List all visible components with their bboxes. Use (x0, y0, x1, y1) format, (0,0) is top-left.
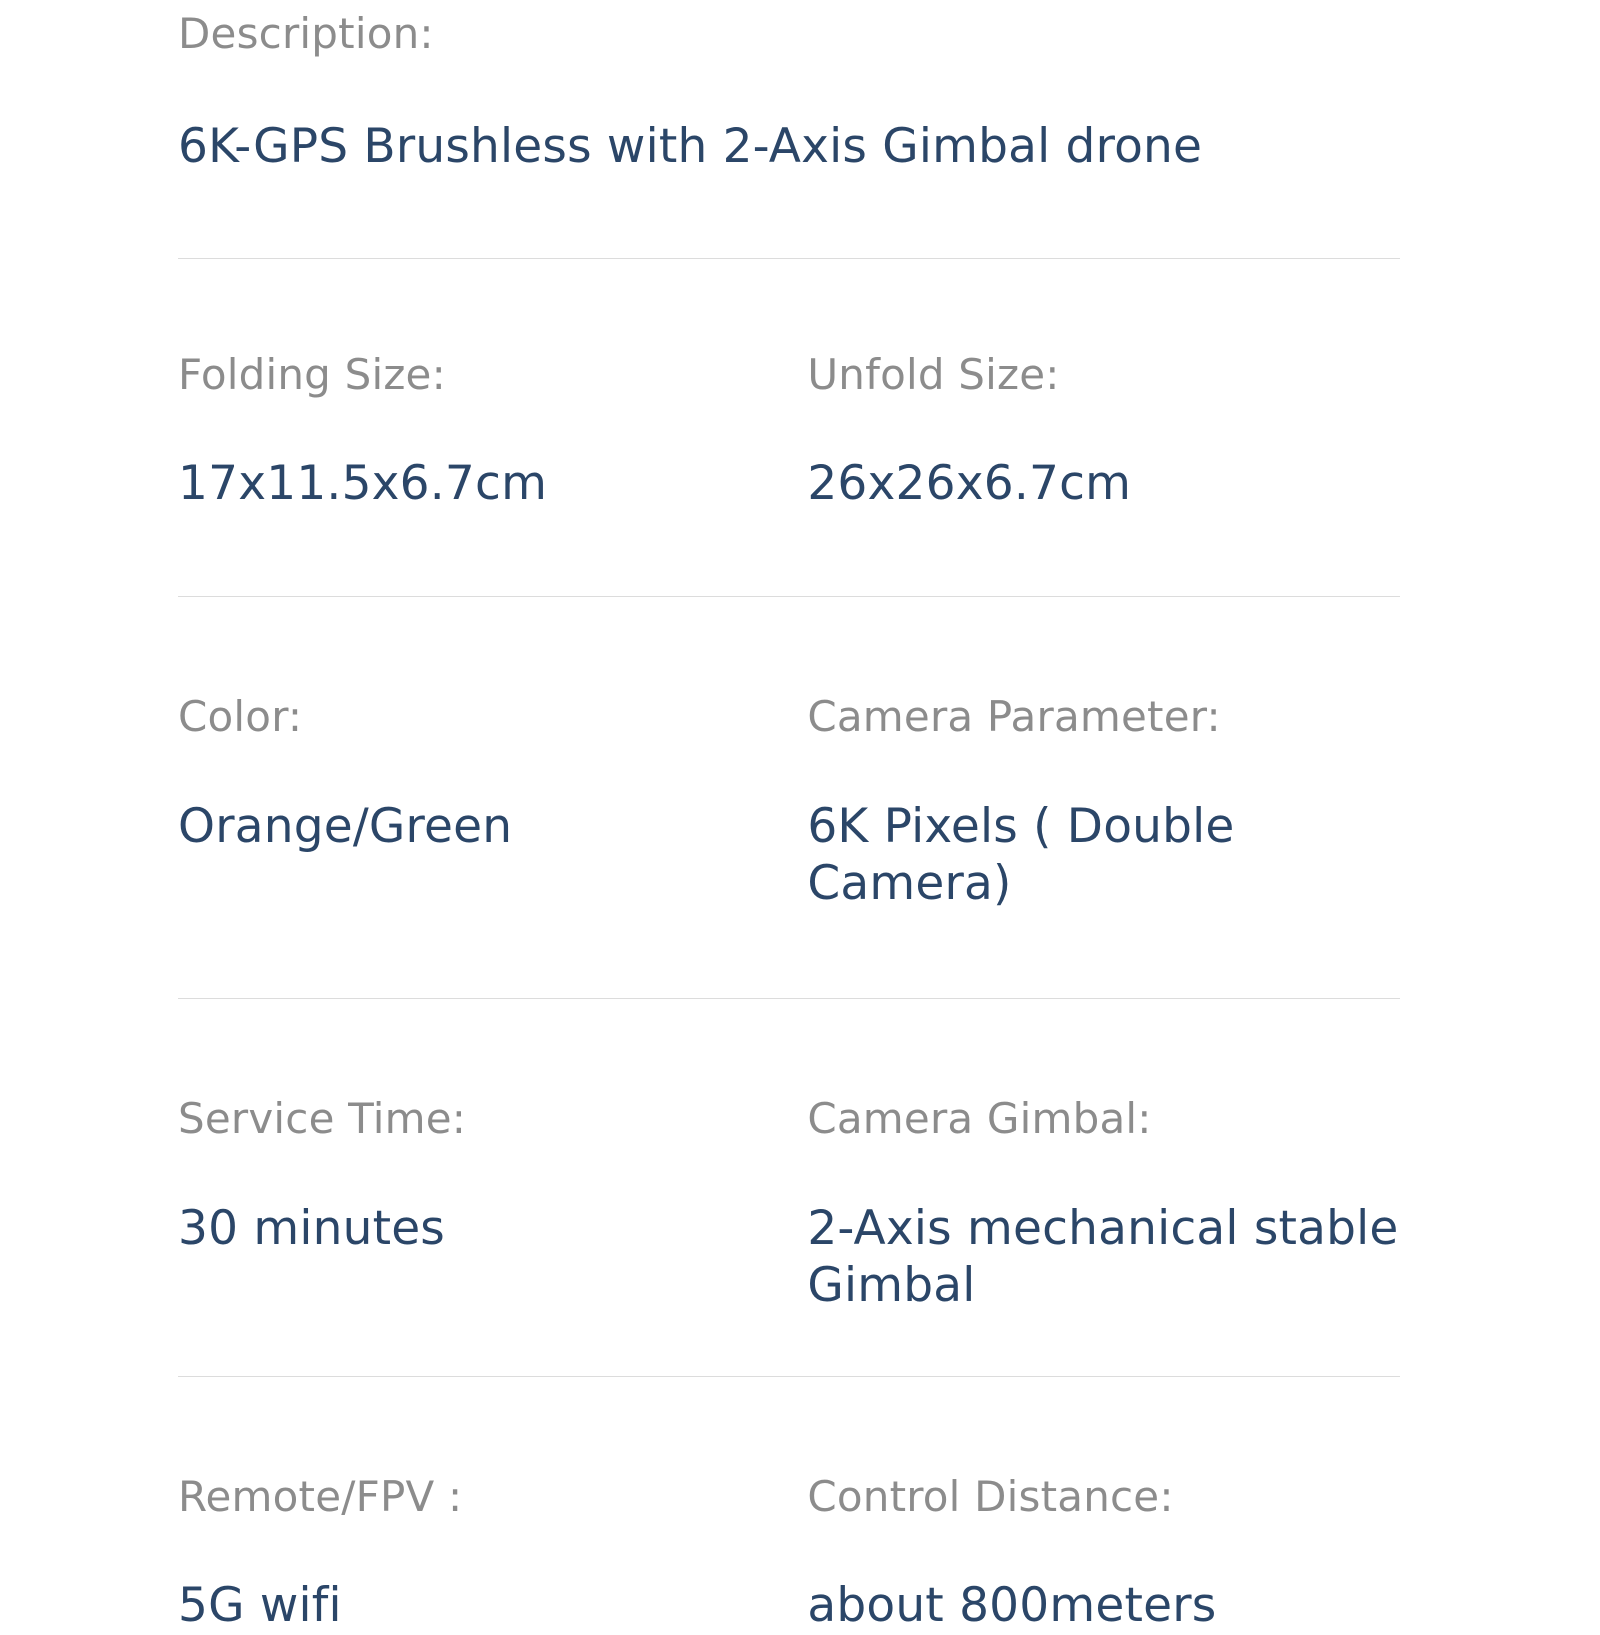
service-time-label: Service Time: (178, 1094, 467, 1144)
unfold-size-label: Unfold Size: (807, 349, 1060, 399)
spec-cell-folding-size (178, 351, 807, 513)
camera-parameter-label: Camera Parameter: (807, 692, 1221, 742)
description-value: 6K-GPS Brushless with 2-Axis Gimbal drone (178, 119, 1203, 175)
camera-gimbal-value: 2-Axis mechanical stable Gimbal (807, 1200, 1399, 1313)
spec-row-remote-distance (178, 1377, 1400, 1635)
spec-row-color-camera (178, 597, 1400, 998)
color-value: Orange/Green (178, 798, 513, 854)
service-time-value: 30 minutes (178, 1200, 445, 1256)
camera-gimbal-label: Camera Gimbal: (807, 1094, 1152, 1144)
color-label: Color: (178, 692, 303, 742)
folding-size-value: 17x11.5x6.7cm (178, 455, 548, 511)
spec-row-size (178, 259, 1400, 597)
spec-cell-control-distance (807, 1473, 1400, 1635)
remote-fpv-value: 5G wifi (178, 1578, 342, 1634)
description-label: Description: (178, 9, 434, 58)
spec-row-service-gimbal (178, 999, 1400, 1376)
folding-size-label: Folding Size: (178, 349, 446, 399)
spec-cell-remote-fpv (178, 1473, 807, 1635)
spec-cell-color (178, 693, 807, 912)
spec-cell-camera-gimbal (807, 1095, 1400, 1314)
control-distance-value: about 800meters (807, 1578, 1217, 1634)
control-distance-label: Control Distance: (807, 1472, 1174, 1522)
description-block (178, 0, 1400, 176)
unfold-size-value: 26x26x6.7cm (807, 455, 1132, 511)
camera-parameter-value: 6K Pixels ( Double Camera) (807, 798, 1235, 911)
remote-fpv-label: Remote/FPV : (178, 1472, 463, 1522)
spec-cell-camera-parameter (807, 693, 1400, 912)
spec-cell-service-time (178, 1095, 807, 1314)
spec-cell-unfold-size (807, 351, 1400, 513)
